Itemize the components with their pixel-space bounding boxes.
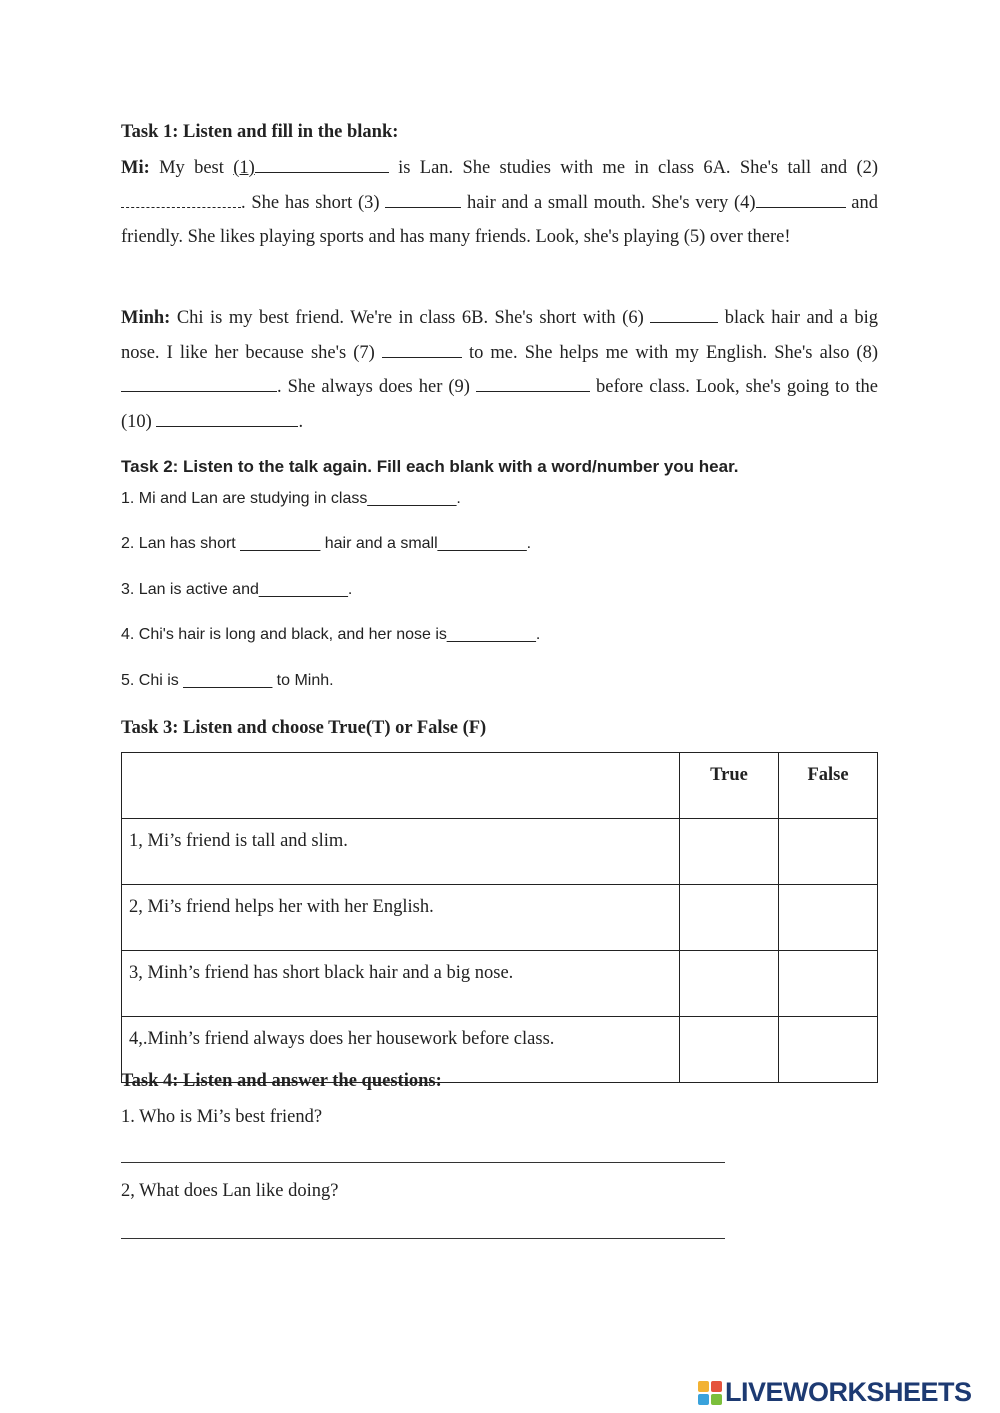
- task4-question-2: 2, What does Lan like doing?: [121, 1181, 339, 1201]
- task1-title: Task 1: Listen and fill in the blank:: [121, 122, 399, 142]
- false-choice-cell[interactable]: [779, 1017, 878, 1083]
- statement-cell: 4,.Minh’s friend always does her housework before class.: [122, 1017, 680, 1083]
- task2-item-3[interactable]: 3. Lan is active and__________.: [121, 581, 353, 598]
- table-row: [122, 819, 878, 885]
- statement-cell: 1, Mi’s friend is tall and slim.: [122, 819, 680, 885]
- table-header-row: [122, 753, 878, 819]
- task4-title: Task 4: Listen and answer the questions:: [121, 1071, 442, 1091]
- blank-1[interactable]: [255, 156, 389, 173]
- text-segment: hair and a small mouth. She's very (4): [461, 192, 756, 213]
- text-segment: . She always does her (9): [277, 377, 476, 398]
- task3-title: Task 3: Listen and choose True(T) or False (F): [121, 718, 487, 738]
- blank-4[interactable]: [756, 191, 846, 208]
- text-segment: .: [298, 412, 304, 433]
- blank-2[interactable]: [121, 191, 241, 208]
- true-choice-cell[interactable]: [680, 951, 779, 1017]
- blank-9[interactable]: [476, 375, 590, 392]
- text-segment: My best: [149, 158, 234, 178]
- text-segment: and friendly. She likes playing sports and has many friends. Look, she's playing (5) over there!: [121, 192, 878, 248]
- text-segment: to me. She helps me with my English. She's also (8): [461, 342, 879, 363]
- statement-cell: 3, Minh’s friend has short black hair and a big nose.: [122, 951, 680, 1017]
- task2-item-2[interactable]: 2. Lan has short _________ hair and a small__________.: [121, 535, 532, 552]
- answer-line-1[interactable]: [121, 1162, 725, 1163]
- statement-cell: 2, Mi’s friend helps her with her English.: [122, 885, 680, 951]
- liveworksheets-brand: [697, 1377, 972, 1408]
- task2-item-4[interactable]: 4. Chi's hair is long and black, and her nose is__________.: [121, 626, 541, 643]
- task1-mi-paragraph: [121, 151, 878, 255]
- table-row: [122, 951, 878, 1017]
- table-row: [122, 885, 878, 951]
- task2-title: Task 2: Listen to the talk again. Fill each blank with a word/number you hear.: [121, 457, 739, 476]
- blank-3[interactable]: [385, 191, 461, 208]
- text-segment: black hair and a big nose. I like her because she's (7): [121, 308, 878, 363]
- speaker-minh: Minh:: [121, 308, 171, 328]
- liveworksheets-logo-icon: [697, 1380, 723, 1406]
- task1-minh-paragraph: [121, 301, 878, 440]
- blank-8[interactable]: [121, 375, 277, 392]
- task2-item-5[interactable]: 5. Chi is __________ to Minh.: [121, 672, 334, 689]
- blank-7[interactable]: [382, 341, 462, 358]
- speaker-mi: Mi:: [121, 158, 150, 178]
- text-segment: is Lan. She studies with me in class 6A. She's tall and (2): [388, 158, 879, 178]
- true-column-header: True: [680, 753, 779, 819]
- answer-line-2[interactable]: [121, 1238, 725, 1239]
- text-segment: Chi is my best friend. We're in class 6B. She's short with (6): [170, 308, 651, 328]
- task2-item-1[interactable]: 1. Mi and Lan are studying in class__________.: [121, 490, 461, 507]
- true-false-table: [121, 752, 878, 1083]
- task4-question-1: 1. Who is Mi’s best friend?: [121, 1107, 323, 1127]
- blank-10[interactable]: [156, 410, 298, 427]
- false-choice-cell[interactable]: [779, 885, 878, 951]
- brand-name: LIVEWORKSHEETS: [725, 1377, 972, 1407]
- false-choice-cell[interactable]: [779, 951, 878, 1017]
- blank-number-1: (1): [233, 158, 255, 178]
- blank-6[interactable]: [650, 306, 718, 323]
- true-choice-cell[interactable]: [680, 1017, 779, 1083]
- false-column-header: False: [779, 753, 878, 819]
- text-segment: before class. Look, she's going to the (10): [121, 377, 878, 433]
- false-choice-cell[interactable]: [779, 819, 878, 885]
- true-choice-cell[interactable]: [680, 885, 779, 951]
- true-choice-cell[interactable]: [680, 819, 779, 885]
- statement-header-cell: [122, 753, 680, 819]
- text-segment: . She has short (3): [241, 192, 386, 213]
